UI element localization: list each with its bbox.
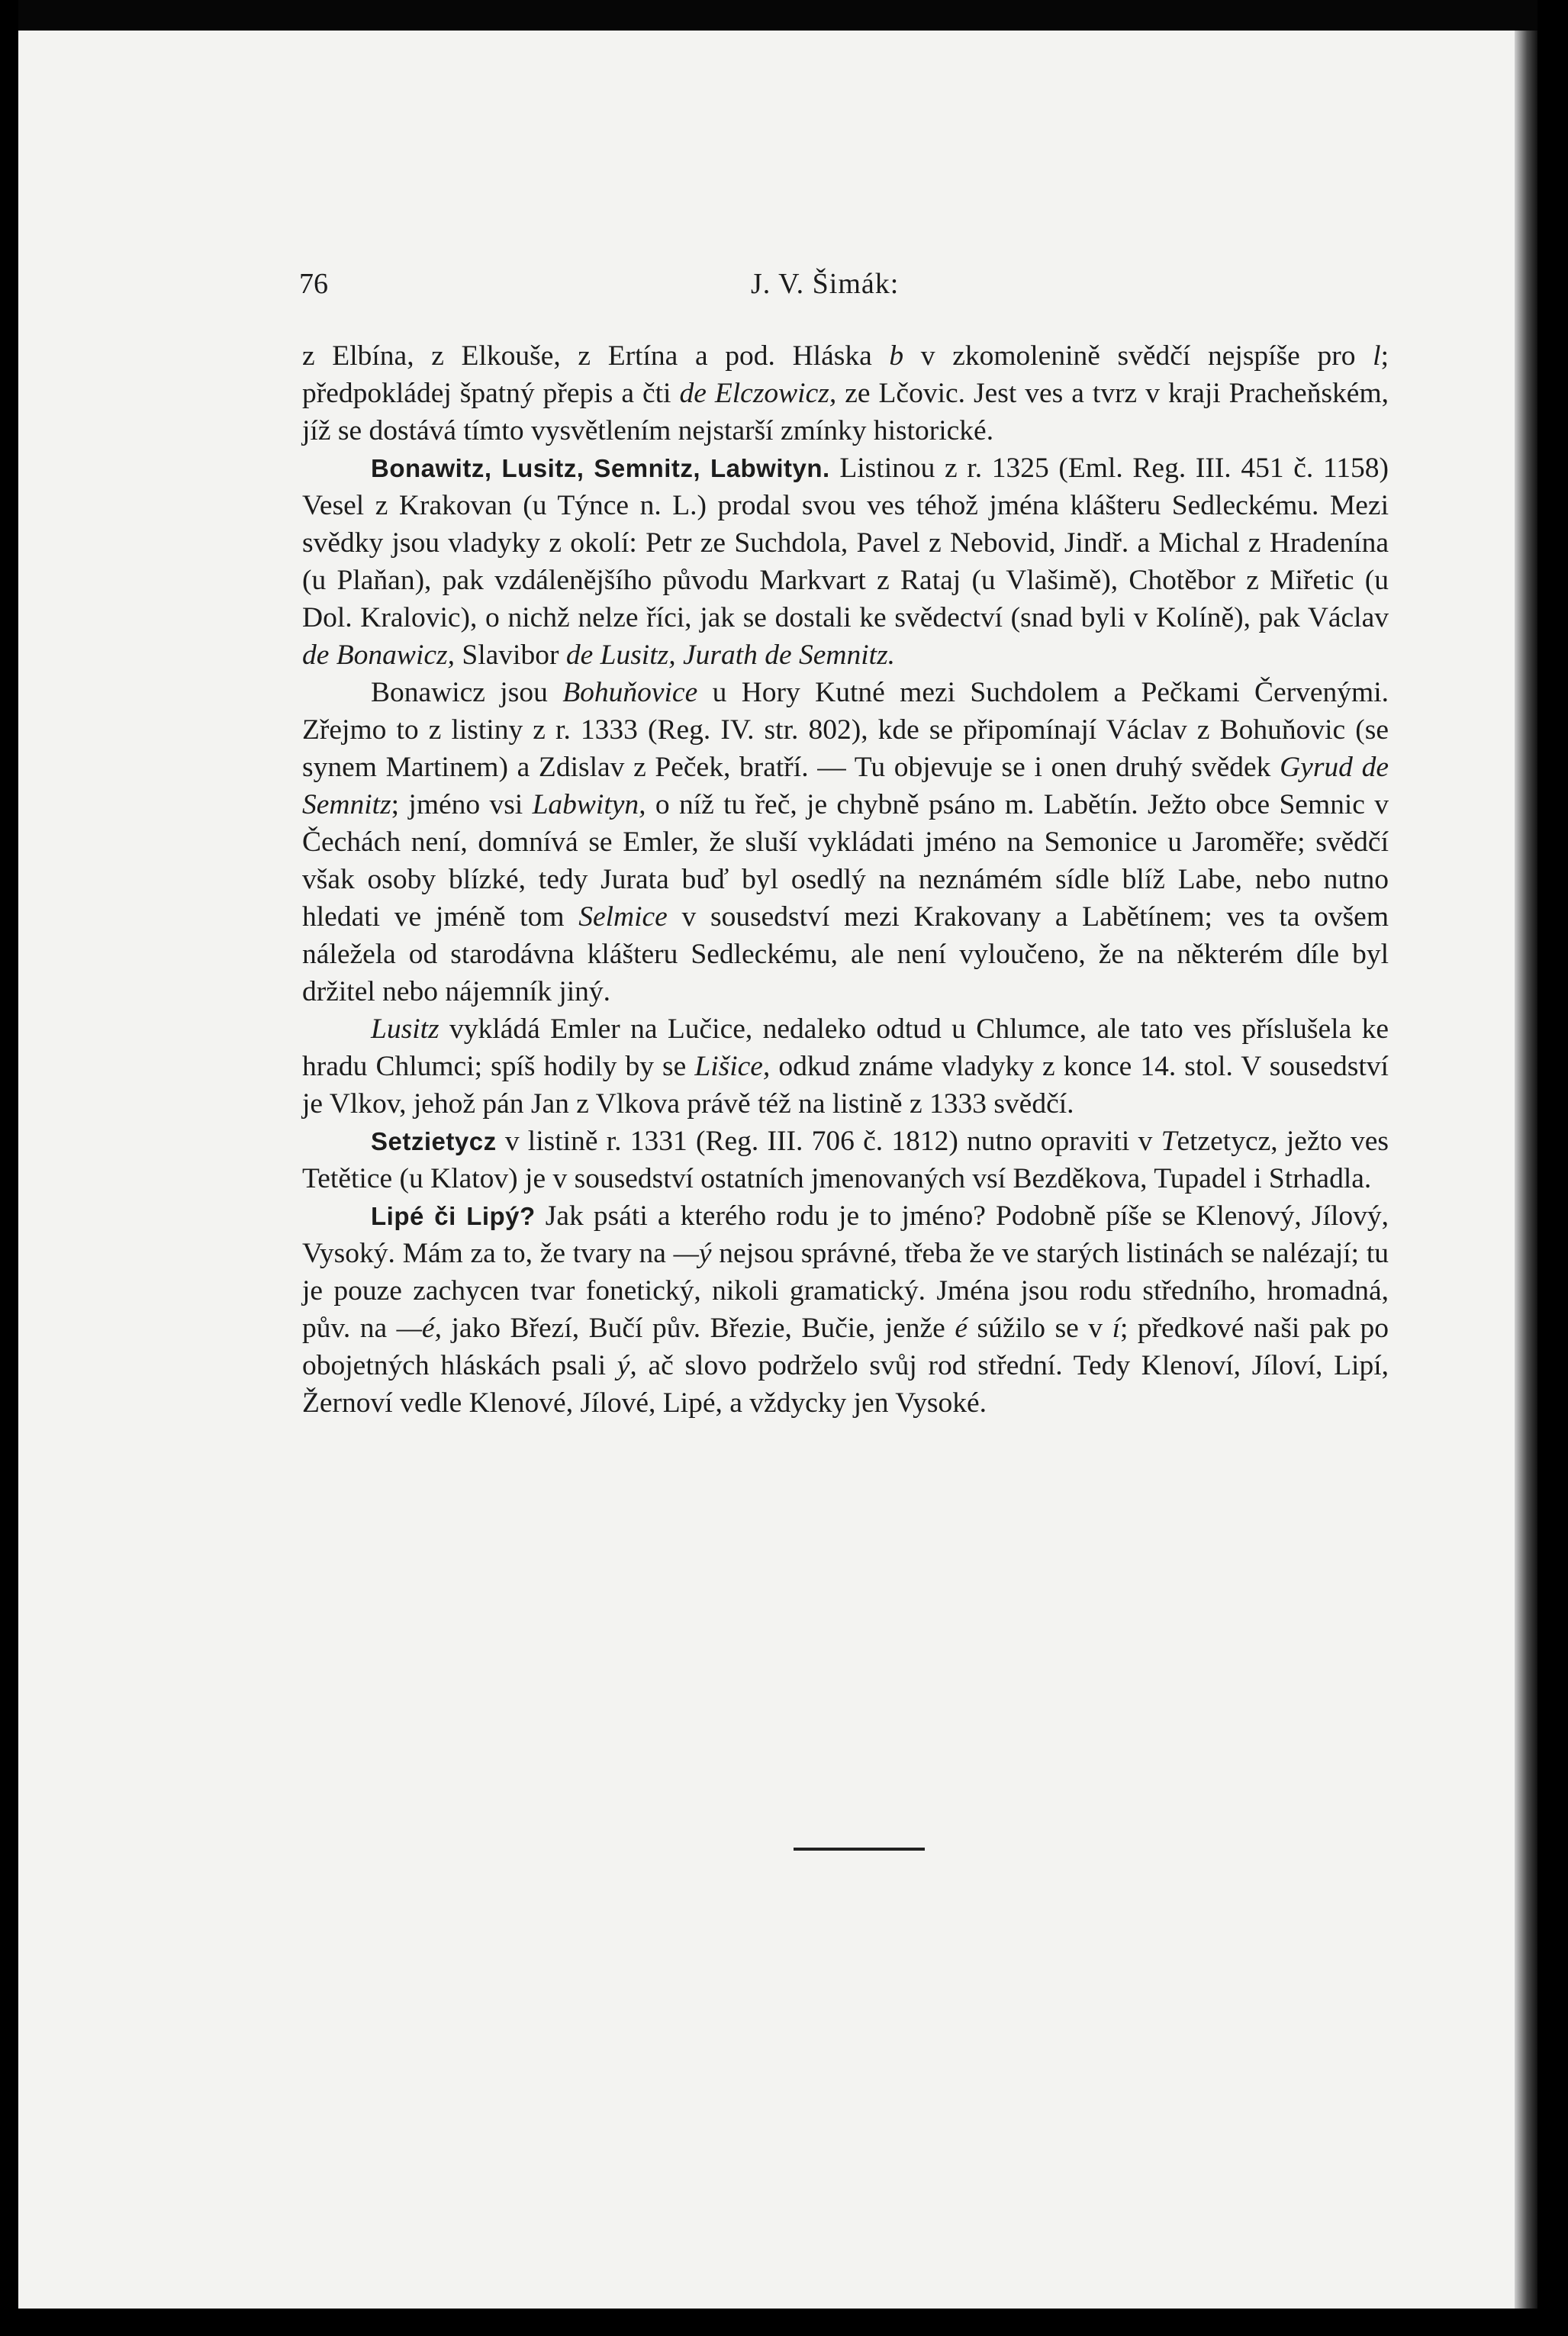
text-run: ač slovo podrželo svůj rod střední. Tedy Klenoví, Jíloví, Lipí, Žernoví vedle Klenové, Jílové, Lipé, a vždycky jen Vysoké. [302, 1350, 1389, 1419]
text-run: Slavibor [454, 640, 566, 671]
text-run: ; předpokládej špatný přepis a čti [302, 340, 1389, 409]
text-run: Jak psáti a kterého rodu je to jméno? Podobně píše se Klenový, Jílový, Vysoký. Mám za to, že tvary na [302, 1200, 1389, 1269]
text-run: súžilo se v [967, 1313, 1112, 1344]
paragraph-3 [302, 1010, 1389, 1123]
italic-run: Gyrud de Semnitz [302, 752, 1389, 820]
text-run: ; předkové naši pak po obojetných hláskách psali [302, 1313, 1389, 1381]
italic-run: Lišice, [694, 1051, 771, 1082]
text-run: odkud známe vladyky z konce 14. stol. V sousedství je Vlkov, jehož pán Jan z Vlkova právě též na listině z 1333 svědčí. [302, 1051, 1389, 1120]
text-run: nejsou správné, třeba že ve starých listinách se nalézají; tu je pouze zachycen tvar fonetický, nikoli gramatický. Jména jsou rodu středního, hromadná, pův. na [302, 1238, 1389, 1344]
italic-run: de Elczowicz, [679, 378, 837, 409]
scan-top-border [18, 0, 1537, 31]
text-run: o níž tu řeč, je chybně psáno m. Labětín. Ježto obce Semnic v Čechách není, domnívá se Emler, že sluší vykládati jméno na Semonice u Jaroměře; svědčí však osoby blízké, tedy Jurata buď byl osedlý na neznámém sídle blíž Labe, nebo nutno hledati ve jméně tom [302, 789, 1389, 933]
italic-run: de Bonawicz, [302, 640, 455, 671]
italic-run: l [1373, 340, 1381, 372]
text-run: v sousedství mezi Krakovany a Labětínem; ves ta ovšem náležela od starodávna klášteru Sedleckému, ale není vyloučeno, že na některém díle byl držitel nebo nájemník jiný. [302, 901, 1389, 1007]
paragraph-0 [302, 337, 1389, 449]
bold-keyword: Bonawitz, Lusitz, Semnitz, Labwityn. [371, 454, 830, 482]
italic-run: Labwityn, [532, 789, 646, 820]
text-run: jako Březí, Bučí pův. Březie, Bučie, jenže [441, 1313, 955, 1344]
text-run: u Hory Kutné mezi Suchdolem a Pečkami Červenými. Zřejmo to z listiny z r. 1333 (Reg. IV. str. 802), kde se připomínají Václav z Bohuňovic (se synem Martinem) a Zdislav z Peček, bratří. — Tu objevuje se i onen druhý svědek [302, 677, 1389, 783]
paragraph-2 [302, 674, 1389, 1010]
italic-run: Bohuňovice [562, 677, 698, 708]
italic-run: Lusitz [371, 1013, 439, 1045]
section-end-rule [794, 1848, 925, 1851]
italic-run: ý, [617, 1350, 637, 1381]
italic-run: —é, [396, 1313, 442, 1344]
text-run: v listině r. 1331 (Reg. III. 706 č. 1812) nutno opraviti v [496, 1126, 1161, 1157]
italic-run: Selmice [578, 901, 668, 933]
italic-run: de Lusitz, Jurath de Semnitz. [565, 640, 896, 671]
text-run: ze Lčovic. Jest ves a tvrz v kraji Pracheňském, jíž se dostává tímto vysvětlením nejstarší zmínky historické. [302, 378, 1389, 446]
running-head: J. V. Šimák: [751, 268, 900, 300]
paragraph-4 [302, 1123, 1389, 1197]
text-run: vykládá Emler na Lučice, nedaleko odtud u Chlumce, ale tato ves příslušela ke hradu Chlumci; spíš hodily by se [302, 1013, 1389, 1082]
bold-keyword: Lipé či Lipý? [371, 1202, 536, 1230]
text-run: Bonawicz jsou [371, 677, 563, 708]
text-run: Listinou z r. 1325 (Eml. Reg. III. 451 č. 1158) Vesel z Krakovan (u Týnce n. L.) prodal svou ves téhož jména klášteru Sedleckému. Mezi svědky jsou vladyky z okolí: Petr ze Suchdola, Pavel z Nebovid, Jindř. a Michal z Hradenína (u Plaňan), pak vzdálenějšího původu Markvart z Rataj (u Vlašimě), Chotěbor z Miřetic (u Dol. Kralovic), o nichž nelze říci, jak se dostali ke svědectví (snad byli v Kolíně), pak Václav [302, 453, 1389, 633]
book-page [18, 31, 1533, 2309]
bold-keyword: Setzietycz [371, 1127, 497, 1155]
text-run: etzetycz, ježto ves Tetětice (u Klatov) je v sousedství ostatních jmenovaných vsí Bezděkova, Tupadel i Strhadla. [302, 1126, 1389, 1194]
text-run: v zkomolenině svědčí nejspíše pro [903, 340, 1373, 372]
italic-run: —ý [673, 1238, 712, 1269]
page-number: 76 [299, 268, 328, 300]
paragraph-5 [302, 1197, 1389, 1422]
page-header [18, 267, 1533, 313]
italic-run: b [889, 340, 904, 372]
italic-run: é [955, 1313, 968, 1344]
italic-run: í [1112, 1313, 1120, 1344]
body-text [302, 337, 1389, 1422]
text-run: z Elbína, z Elkouše, z Ertína a pod. Hláska [302, 340, 890, 372]
italic-run: T [1161, 1126, 1177, 1157]
scan-right-edge [1515, 31, 1537, 2309]
text-run: ; jméno vsi [391, 789, 533, 820]
paragraph-1 [302, 449, 1389, 674]
